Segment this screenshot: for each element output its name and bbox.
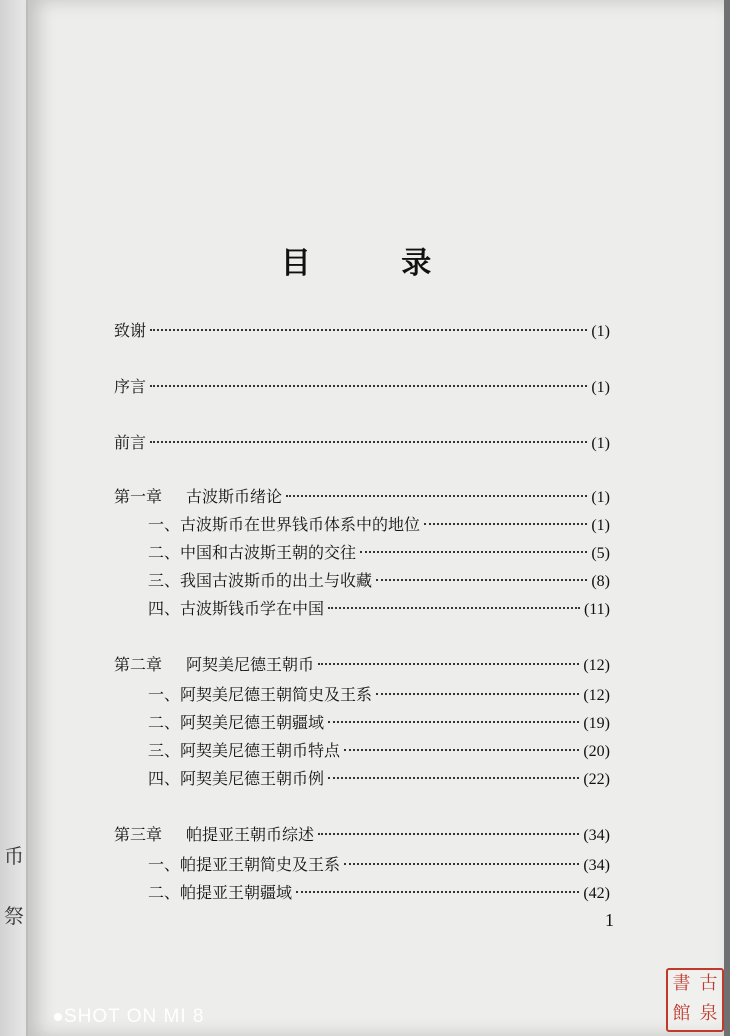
toc-entry	[148, 880, 610, 903]
seal-char: 館	[672, 1003, 691, 1024]
dot-leader	[360, 550, 587, 553]
toc-entry-label: 序言	[114, 377, 147, 396]
toc-entry	[114, 430, 610, 453]
toc-entry	[148, 766, 610, 789]
toc-entry-page: (42)	[583, 885, 610, 902]
toc-entry-label: 四、阿契美尼德王朝币例	[148, 769, 325, 788]
toc-entry-label: 二、帕提亚王朝疆域	[148, 883, 293, 902]
toc-entry-label: 一、帕提亚王朝简史及王系	[148, 855, 341, 874]
dot-leader	[318, 832, 579, 835]
toc-entry-label: 二、阿契美尼德王朝疆域	[148, 713, 325, 732]
toc-entry	[148, 568, 610, 591]
seal-char: 古	[699, 973, 718, 994]
toc-entry	[148, 710, 610, 733]
adjacent-page-fragment: 祭	[4, 904, 24, 928]
dot-leader	[344, 748, 579, 751]
camera-watermark	[54, 1006, 204, 1028]
dot-leader	[376, 692, 579, 695]
dot-leader	[344, 862, 579, 865]
toc-entry-page: (5)	[591, 545, 610, 562]
toc-entry	[148, 540, 610, 563]
toc-entry-page: (34)	[583, 857, 610, 874]
toc-entry-page: (1)	[591, 323, 610, 340]
toc-entry-page: (19)	[583, 715, 610, 732]
toc-entry-label: 阿契美尼德王朝币	[186, 655, 315, 674]
dot-leader	[424, 522, 587, 525]
toc-entry-page: (20)	[583, 743, 610, 760]
toc-entry-label: 古波斯币绪论	[186, 487, 283, 506]
toc-entry	[114, 374, 610, 397]
toc-entry-page: (12)	[583, 687, 610, 704]
toc-chapter-entry	[114, 822, 610, 845]
toc-entry-page: (8)	[591, 573, 610, 590]
seal-char: 泉	[699, 1003, 718, 1024]
chapter-number: 第一章	[114, 487, 163, 506]
watermark-text: SHOT ON MI 8	[64, 1006, 205, 1027]
toc-entry-label: 四、古波斯钱币学在中国	[148, 599, 325, 618]
toc-entry-page: (1)	[591, 517, 610, 534]
table-of-contents	[28, 0, 724, 1036]
watermark-dot-icon	[54, 1013, 62, 1021]
toc-entry-label: 一、古波斯币在世界钱币体系中的地位	[148, 515, 421, 534]
toc-entry-page: (22)	[583, 771, 610, 788]
toc-entry-label: 三、阿契美尼德王朝币特点	[148, 741, 341, 760]
toc-entry-label: 一、阿契美尼德王朝简史及王系	[148, 685, 373, 704]
dot-leader	[376, 578, 587, 581]
toc-entry-label: 三、我国古波斯币的出土与收藏	[148, 571, 373, 590]
chapter-number: 第三章	[114, 825, 163, 844]
toc-entry-page: (11)	[583, 601, 610, 618]
dot-leader	[296, 890, 579, 893]
adjacent-page-fragment: 币	[4, 844, 24, 868]
page-number: 1	[605, 910, 614, 930]
dot-leader	[328, 776, 579, 779]
toc-entry-page: (1)	[591, 435, 610, 452]
toc-entry-page: (34)	[583, 827, 610, 844]
toc-entry	[148, 738, 610, 761]
toc-entry-label: 帕提亚王朝币综述	[186, 825, 315, 844]
dot-leader	[150, 328, 587, 331]
dot-leader	[328, 720, 579, 723]
toc-entry	[148, 596, 610, 619]
dot-leader	[150, 440, 587, 443]
dot-leader	[286, 494, 587, 497]
seal-char: 書	[672, 973, 691, 994]
chapter-number: 第二章	[114, 655, 163, 674]
toc-entry-label: 致谢	[114, 321, 147, 340]
page-title: 目 录	[280, 246, 472, 281]
seal-stamp	[666, 968, 724, 1032]
toc-entry-label: 前言	[114, 433, 147, 452]
toc-entry	[148, 512, 610, 535]
toc-entry-page: (1)	[591, 379, 610, 396]
toc-entry	[148, 852, 610, 875]
toc-entry	[114, 318, 610, 341]
book-page	[26, 0, 724, 1036]
toc-chapter-entry	[114, 652, 610, 675]
toc-chapter-entry	[114, 484, 610, 507]
toc-entry-page: (1)	[591, 489, 610, 506]
toc-entry	[148, 682, 610, 705]
toc-entry-label: 二、中国和古波斯王朝的交往	[148, 543, 357, 562]
dot-leader	[328, 606, 580, 609]
dot-leader	[318, 662, 579, 665]
dot-leader	[150, 384, 587, 387]
toc-entry-page: (12)	[583, 657, 610, 674]
